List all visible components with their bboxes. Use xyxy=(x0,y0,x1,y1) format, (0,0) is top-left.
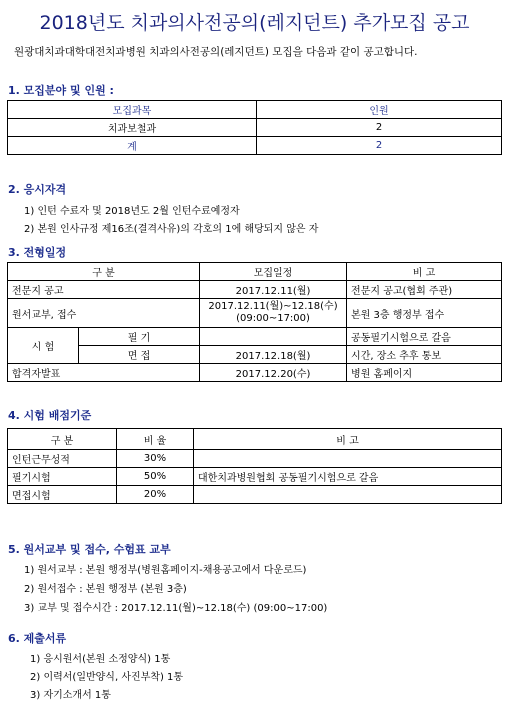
table-cell: 2017.12.11(월) xyxy=(200,281,347,299)
date-range: 2017.12.11(월)~12.18(수) xyxy=(208,301,338,312)
table-cell: 2017.12.20(수) xyxy=(200,364,347,382)
section-1-heading: 1. 모집분야 및 인원 : xyxy=(8,84,114,97)
table-header: 모집일정 xyxy=(200,263,347,281)
section-4-heading: 4. 시험 배점기준 xyxy=(8,409,92,422)
table-cell: 인턴근무성적 xyxy=(8,450,117,468)
table-row xyxy=(8,137,502,155)
table-header: 모집과목 xyxy=(8,101,257,119)
table-row xyxy=(8,486,502,504)
table-header: 비 고 xyxy=(194,429,502,450)
table-cell: 50% xyxy=(117,468,194,486)
list-item: 2) 원서접수 : 본원 행정부 (본원 3층) xyxy=(24,584,187,595)
table-cell: 전문지 공고 xyxy=(8,281,200,299)
table-cell: 면 접 xyxy=(79,346,200,364)
table-cell: 면접시험 xyxy=(8,486,117,504)
table-row xyxy=(8,468,502,486)
table-cell: 치과보철과 xyxy=(8,119,257,137)
table-row xyxy=(8,346,502,364)
table-header: 비 율 xyxy=(117,429,194,450)
list-item: 1) 원서교부 : 본원 행정부(병원홈페이지-채용공고에서 다운로드) xyxy=(24,565,307,576)
table-cell xyxy=(200,328,347,346)
table-cell xyxy=(194,486,502,504)
page-title: 2018년도 치과의사전공의(레지던트) 추가모집 공고 xyxy=(39,12,470,34)
section-2-heading: 2. 응시자격 xyxy=(8,183,67,196)
table-cell xyxy=(194,450,502,468)
table-cell: 전문지 공고(협회 주관) xyxy=(347,281,502,299)
table-cell: 2 xyxy=(257,119,502,137)
table-row xyxy=(8,119,502,137)
table-cell: 대한치과병원협회 공동필기시험으로 갈음 xyxy=(194,468,502,486)
time-range: (09:00~17:00) xyxy=(236,313,310,324)
table-cell: 본원 3층 행정부 접수 xyxy=(347,299,502,328)
table-header: 구 분 xyxy=(8,263,200,281)
table-row xyxy=(8,263,502,281)
table-cell: 필 기 xyxy=(79,328,200,346)
schedule-table xyxy=(7,262,502,382)
intro-text: 원광대치과대학대전치과병원 치과의사전공의(레지던트) 모집을 다음과 같이 공고합니다. xyxy=(14,46,418,58)
table-cell: 원서교부, 접수 xyxy=(8,299,200,328)
section-6-heading: 6. 제출서류 xyxy=(8,632,67,645)
list-item: 1) 응시원서(본원 소정양식) 1통 xyxy=(30,654,171,665)
list-item: 2) 본원 인사규정 제16조(결격사유)의 각호의 1에 해당되지 않은 자 xyxy=(24,224,319,235)
list-item: 3) 교부 및 접수시간 : 2017.12.11(월)~12.18(수) (09:00~17:00) xyxy=(24,603,328,614)
table-cell: 합격자발표 xyxy=(8,364,200,382)
table-row xyxy=(8,328,502,346)
table-row xyxy=(8,450,502,468)
table-cell: 계 xyxy=(8,137,257,155)
table-row xyxy=(8,281,502,299)
table-cell: 공동필기시험으로 갈음 xyxy=(347,328,502,346)
table-cell: 시 험 xyxy=(8,328,79,364)
table-row xyxy=(8,364,502,382)
table-row xyxy=(8,429,502,450)
section-3-heading: 3. 전형일정 xyxy=(8,246,67,259)
table-cell: 병원 홈페이지 xyxy=(347,364,502,382)
table-header: 인원 xyxy=(257,101,502,119)
table-header: 구 분 xyxy=(8,429,117,450)
list-item: 1) 인턴 수료자 및 2018년도 2월 인턴수료예정자 xyxy=(24,206,240,217)
table-row xyxy=(8,299,502,328)
table-header: 비 고 xyxy=(347,263,502,281)
table-cell: 필기시험 xyxy=(8,468,117,486)
table-cell: 20% xyxy=(117,486,194,504)
table-cell: 2 xyxy=(257,137,502,155)
table-row xyxy=(8,101,502,119)
table-cell: 2017.12.18(월) xyxy=(200,346,347,364)
scoring-table xyxy=(7,428,502,504)
recruit-table xyxy=(7,100,502,155)
table-cell: 시간, 장소 추후 통보 xyxy=(347,346,502,364)
list-item: 3) 자기소개서 1통 xyxy=(30,690,111,701)
list-item: 2) 이력서(일반양식, 사진부착) 1통 xyxy=(30,672,184,683)
table-cell xyxy=(200,299,347,328)
table-cell: 30% xyxy=(117,450,194,468)
section-5-heading: 5. 원서교부 및 접수, 수험표 교부 xyxy=(8,543,171,556)
